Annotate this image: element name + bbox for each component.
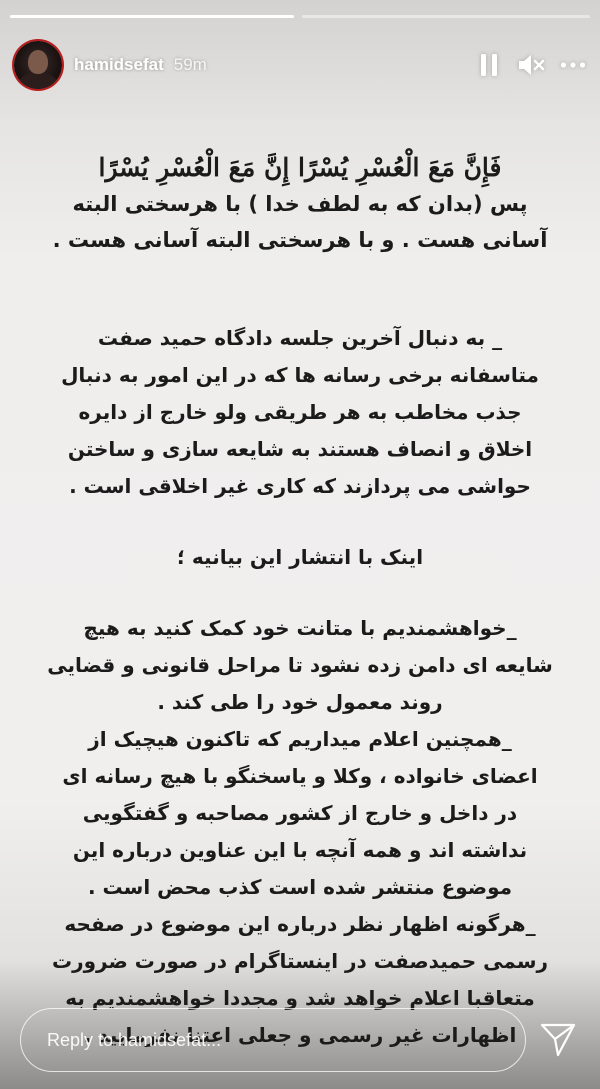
statement-line: _خواهشمندیم با متانت خود کمک کنید به هیچ	[83, 616, 517, 640]
verse-translation-line-2: آسانی هست . و با هرسختی البته آسانی هست .	[52, 228, 548, 252]
post-time: 59m	[173, 55, 207, 74]
story-header	[14, 40, 586, 90]
statement-line: در داخل و خارج از کشور مصاحبه و گفتگویی	[82, 801, 518, 825]
statement-line: اخلاق و انصاف هستند به شایعه سازی و ساختن	[67, 437, 533, 461]
statement-line: شایعه ای دامن زده نشود تا مراحل قانونی و قضایی	[47, 653, 553, 677]
statement-line: نداشته اند و همه آنچه با این عناوین درباره این	[72, 838, 528, 862]
story-progress-segment-1	[10, 15, 294, 18]
verse-translation-line-1: پس (بدان که به لطف خدا ) با هرسختی البته	[72, 192, 528, 216]
statement-line: _هرگونه اظهار نظر درباره این موضوع در صفحه	[64, 912, 536, 936]
quran-verse: فَإِنَّ مَعَ الْعُسْرِ يُسْرًا إِنَّ مَعَ الْعُسْرِ يُسْرًا	[98, 153, 502, 182]
statement-line: _همچنین اعلام میداریم که تاکنون هیچیک از	[88, 727, 512, 751]
pause-icon[interactable]	[476, 52, 502, 78]
statement-line: متاسفانه برخی رسانه ها که در این امور به دنبال	[61, 363, 539, 387]
avatar[interactable]	[14, 41, 62, 89]
header-actions	[476, 52, 586, 78]
spacer	[28, 258, 572, 320]
statement-line: جذب مخاطب به هر طریقی ولو خارج از دایره	[78, 400, 522, 424]
muted-speaker-icon[interactable]	[518, 52, 544, 78]
statement-line: موضوع منتشر شده است کذب محض است .	[87, 875, 513, 899]
statement-line: رسمی حمیدصفت در اینستاگرام در صورت ضرورت	[51, 949, 548, 973]
send-icon[interactable]	[538, 1020, 578, 1060]
statement-intro: اینک با انتشار این بیانیه ؛	[176, 545, 424, 569]
story-progress-fill-1	[10, 15, 294, 18]
statement-line: _ به دنبال آخرین جلسه دادگاه حمید صفت	[97, 326, 503, 350]
reply-input[interactable]	[45, 1029, 525, 1052]
reply-bar[interactable]	[20, 1008, 526, 1072]
spacer	[28, 505, 572, 539]
story-progress-segment-2	[302, 15, 590, 18]
statement-line: اظهارات غیر رسمی و جعلی اعتنا نفرمایید .	[83, 1023, 517, 1047]
statement-line: اعضای خانواده ، وکلا و یاسخنگو با هیچ رسانه ای	[62, 764, 538, 788]
more-options-icon[interactable]	[560, 52, 586, 78]
statement-line: متعاقبا اعلام خواهد شد و مجددا خواهشمندیم به	[65, 986, 535, 1010]
story-text-content	[28, 150, 572, 1054]
avatar-face	[28, 50, 48, 74]
statement-line: روند معمول خود را طی کند .	[157, 690, 443, 714]
username[interactable]: hamidsefat	[74, 55, 164, 74]
statement-line: حواشی می پردازند که کاری غیر اخلاقی است .	[69, 474, 531, 498]
avatar-shoulders	[19, 72, 57, 89]
spacer	[28, 576, 572, 610]
